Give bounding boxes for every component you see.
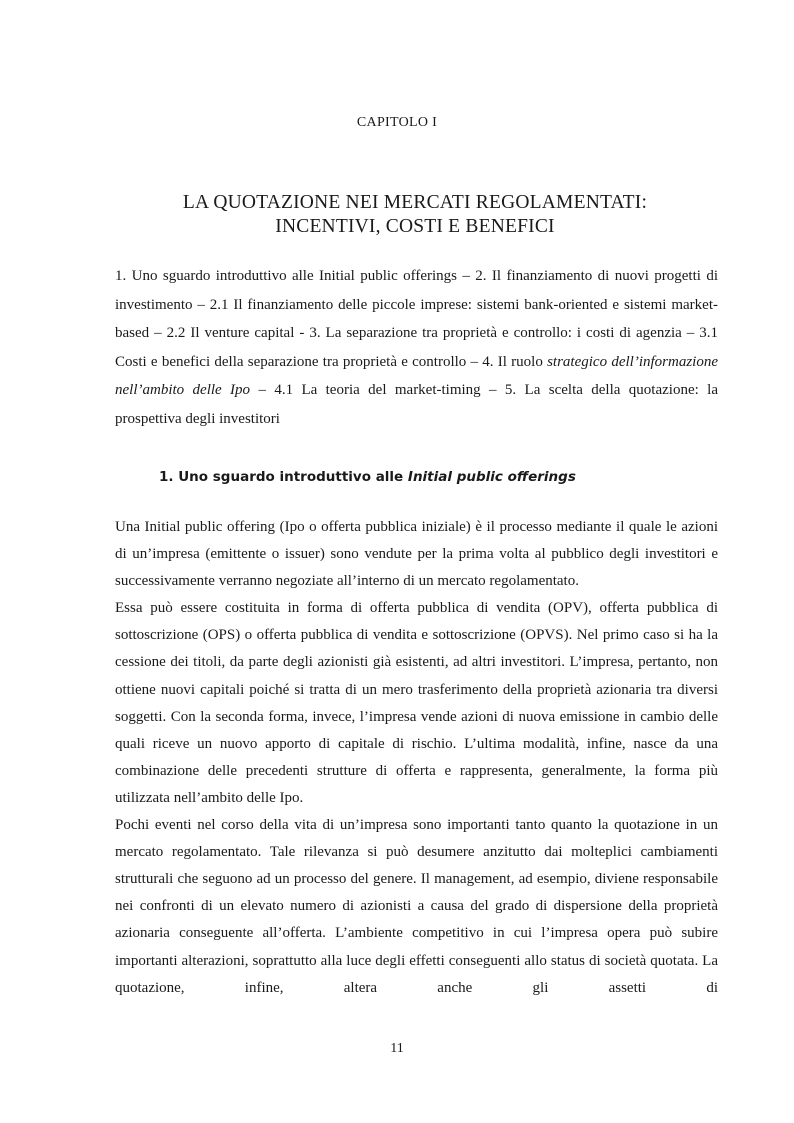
chapter-summary-text [115,262,718,434]
section-heading [159,469,576,485]
body-paragraph-3: Pochi eventi nel corso della vita di un’impresa sono importanti tanto quanto la quotazione in un mercato regolamentato. Tale rilevanza si può desumere anzitutto dai molteplici cambiamenti strutturali che seguono ad un processo del genere. Il management, ad esempio, diviene responsabile nei confronti di un elevato numero di azionisti a causa del grado di dispersione della proprietà azionaria conseguente all’offerta. L’ambiente competitivo in cui l’impresa opera può subire importanti alterazioni, soprattutto alla luce degli effetti conseguenti allo status di società quotata. La quotazione, infine, altera anche gli assetti di [115,817,718,996]
summary-part-2-italic: strategico dell’informazione nell’ambito delle Ipo [115,353,718,399]
body-paragraph-2: Essa può essere costituita in forma di offerta pubblica di vendita (OPV), offerta pubblica di sottoscrizione (OPS) o offerta pubblica di vendita e sottoscrizione (OPVS). Nel primo caso si ha la cessione dei titoli, da parte degli azionisti già esistenti, ad altri investitori. L’impresa, pertanto, non ottiene nuovi capitali poiché si tratta di un mero trasferimento della proprietà azionaria tra diversi soggetti. Con la seconda forma, invece, l’impresa vende azioni di nuova emissione in cambio delle quali riceve un nuovo apporto di capitale di rischio. L’ultima modalità, infine, nasce da una combinazione delle precedenti strutture di offerta e rappresenta, generalmente, la forma più utilizzata nell’ambito delle Ipo. [115,600,718,806]
section-heading-text: 1. Uno sguardo introduttivo alle [159,469,408,485]
section-heading-italic: Initial public offerings [407,469,576,485]
page-number: 11 [390,1041,404,1056]
chapter-title [0,191,794,239]
summary-part-1: 1. Uno sguardo introduttivo alle Initial public offerings – 2. Il finanziamento di nuovi progetti di investimento – 2.1 Il finanziamento delle piccole imprese: sistemi bank-oriented e sistemi market-based – 2.2 Il venture capital - 3. La separazione tra proprietà e controllo: i costi di agenzia – 3.1 Costi e benefici della separazione tra proprietà e controllo – 4. Il ruolo [115,268,718,370]
summary-part-3: – 4.1 La teoria del market-timing – 5. La scelta della quotazione: la prospettiva degli investitori [115,382,718,427]
chapter-label: CAPITOLO I [356,115,438,130]
chapter-title-line-1: LA QUOTAZIONE NEI MERCATI REGOLAMENTATI: [182,192,648,213]
chapter-summary [115,262,718,434]
section-body [115,514,718,1002]
body-paragraph-1: Una Initial public offering (Ipo o offerta pubblica iniziale) è il processo mediante il quale le azioni di un’impresa (emittente o issuer) sono vendute per la prima volta al pubblico degli investitori e successivamente verranno negoziate all’interno di un mercato regolamentato. [115,519,718,590]
chapter-title-line-2: INCENTIVI, COSTI E BENEFICI [275,216,555,237]
